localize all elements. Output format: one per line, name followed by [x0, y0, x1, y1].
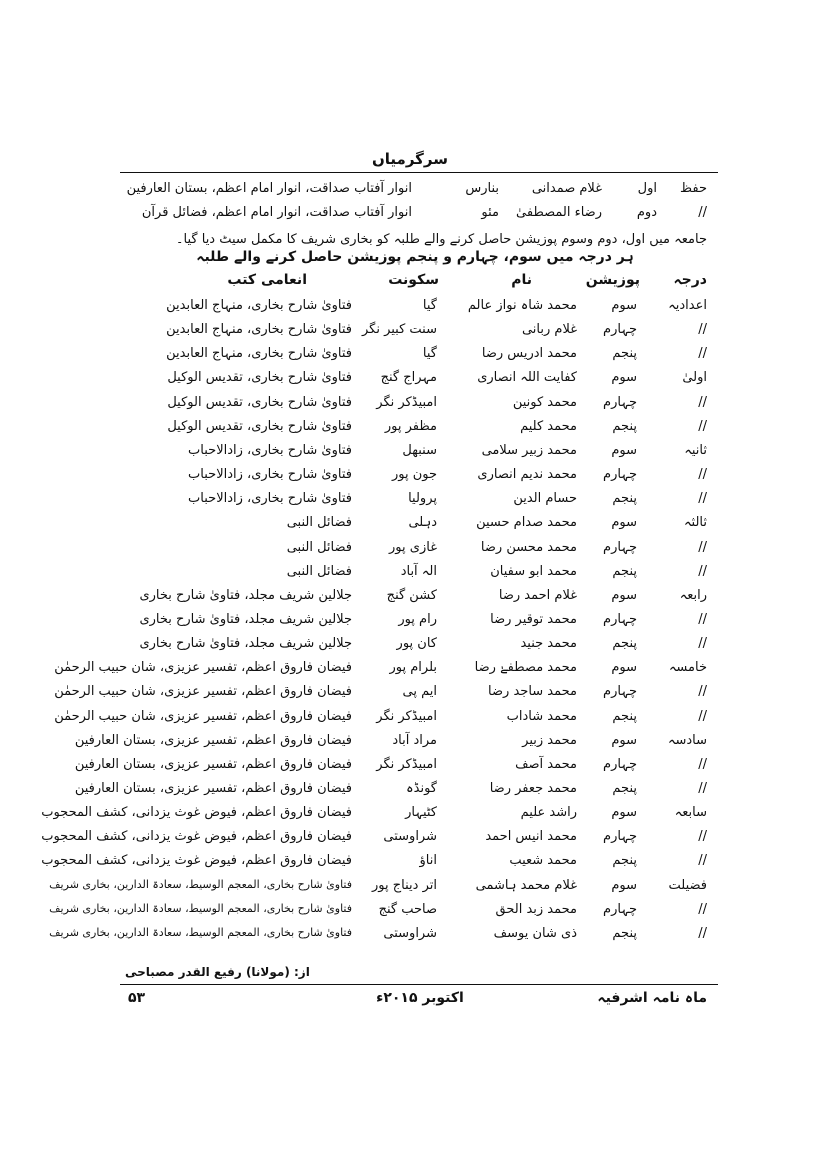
- row-city: اناؤ: [419, 853, 437, 868]
- row-name: محمد توقیر رضا: [490, 612, 577, 627]
- row-class: خامسہ: [668, 660, 707, 675]
- row-class: //: [698, 491, 707, 506]
- row-class: //: [698, 781, 707, 796]
- row-city: کشن گنج: [386, 588, 437, 603]
- row-position: پنجم: [612, 564, 637, 579]
- row-class: //: [698, 757, 707, 772]
- notice-text: جامعہ میں اول، دوم وسوم پوزیشن حاصل کرنے والے طلبہ کو بخاری شریف کا مکمل سیٹ دیا گیا۔: [175, 232, 707, 247]
- row-class: //: [698, 395, 707, 410]
- row-position: سوم: [611, 298, 637, 313]
- row-position: پنجم: [612, 491, 637, 506]
- row-city: سنبھل: [402, 443, 437, 458]
- row-name: محمد زبیر سلامی: [481, 443, 577, 458]
- author-credit: از: (مولانا) رفیع القدر مصباحی: [125, 965, 310, 979]
- row-position: سوم: [611, 588, 637, 603]
- hifz-city: بنارس: [465, 181, 499, 196]
- row-class: //: [698, 829, 707, 844]
- row-city: شراوستی: [383, 829, 437, 844]
- header-name: نام: [511, 272, 532, 288]
- hifz-position: دوم: [636, 205, 657, 220]
- section-subtitle: ہر درجہ میں سوم، چہارم و پنجم پوزیشن حاصل کرنے والے طلبہ: [196, 249, 634, 265]
- row-name: محمد ادریس رضا: [481, 346, 577, 361]
- hifz-class: حفظ: [680, 181, 707, 196]
- row-position: سوم: [611, 443, 637, 458]
- row-prize: فیضان فاروق اعظم، تفسیر عزیزی، شان حبیب الرحمٰن: [54, 684, 352, 699]
- row-position: سوم: [611, 805, 637, 820]
- row-class: //: [698, 684, 707, 699]
- header-class: درجہ: [673, 272, 707, 288]
- header-position: پوزیشن: [585, 272, 640, 288]
- row-position: چہارم: [603, 684, 637, 699]
- row-city: ایم پی: [402, 684, 437, 699]
- row-position: سوم: [611, 878, 637, 893]
- row-prize: فتاویٰ شارح بخاری، منہاج العابدین: [166, 322, 352, 337]
- row-class: //: [698, 853, 707, 868]
- page-number: ۵۳: [128, 990, 146, 1006]
- row-prize: فتاویٰ شارح بخاری، زادالاحباب: [188, 491, 352, 506]
- row-position: چہارم: [603, 757, 637, 772]
- row-name: محمد آصف: [515, 757, 577, 772]
- row-name: محمد انیس احمد: [485, 829, 577, 844]
- magazine-name: ماہ نامہ اشرفیہ: [597, 990, 707, 1006]
- row-prize: فیضان فاروق اعظم، تفسیر عزیزی، بستان العارفین: [74, 733, 352, 748]
- row-class: //: [698, 346, 707, 361]
- row-prize: فتاویٰ شارح بخاری، زادالاحباب: [188, 443, 352, 458]
- row-city: دہلی: [408, 515, 437, 530]
- row-name: محمد ندیم انصاری: [477, 467, 577, 482]
- hifz-prize: انوار آفتاب صداقت، انوار امام اعظم، فضائل قرآن: [141, 205, 412, 220]
- row-name: محمد کلیم: [520, 419, 577, 434]
- row-city: مراد آباد: [392, 733, 437, 748]
- row-prize: فضائل النبی: [286, 540, 352, 555]
- row-class: سادسہ: [667, 733, 707, 748]
- row-prize: فیضان فاروق اعظم، فیوض غوث یزدانی، کشف المحجوب: [41, 853, 352, 868]
- row-class: //: [698, 636, 707, 651]
- row-name: راشد علیم: [520, 805, 577, 820]
- header-city: سکونت: [388, 272, 439, 288]
- row-city: الہ آباد: [400, 564, 437, 579]
- row-prize: فیضان فاروق اعظم، تفسیر عزیزی، بستان العارفین: [74, 781, 352, 796]
- row-position: چہارم: [603, 540, 637, 555]
- row-city: کان پور: [396, 636, 437, 651]
- row-name: محمد مصطفےٰ رضا: [474, 660, 577, 675]
- row-name: محمد شعیب: [509, 853, 577, 868]
- row-city: بلرام پور: [389, 660, 437, 675]
- row-position: چہارم: [603, 829, 637, 844]
- row-class: ثانیہ: [684, 443, 707, 458]
- row-position: پنجم: [612, 346, 637, 361]
- row-class: //: [698, 540, 707, 555]
- row-city: صاحب گنج: [378, 902, 437, 917]
- row-city: گونڈہ: [406, 781, 437, 796]
- row-prize: فیضان فاروق اعظم، تفسیر عزیزی، شان حبیب الرحمٰن: [54, 660, 352, 675]
- row-prize: فتاویٰ شارح بخاری، زادالاحباب: [188, 467, 352, 482]
- row-class: رابعہ: [679, 588, 707, 603]
- row-city: کٹیہار: [405, 805, 437, 820]
- row-name: حسام الدین: [513, 491, 577, 506]
- row-position: سوم: [611, 660, 637, 675]
- row-name: محمد ساجد رضا: [488, 684, 577, 699]
- row-name: محمد کونین: [512, 395, 577, 410]
- row-name: ذی شان یوسف: [493, 926, 577, 941]
- row-name: محمد شاہ نواز عالم: [467, 298, 577, 313]
- row-position: چہارم: [603, 467, 637, 482]
- row-city: پرولیا: [408, 491, 437, 506]
- row-prize: جلالین شریف مجلد، فتاویٰ شارح بخاری: [139, 588, 352, 603]
- row-city: سنت کبیر نگر: [361, 322, 437, 337]
- row-position: پنجم: [612, 419, 637, 434]
- row-class: ثالثہ: [683, 515, 707, 530]
- row-name: محمد شاداب: [506, 709, 577, 724]
- footer-rule: [120, 984, 718, 985]
- row-position: پنجم: [612, 853, 637, 868]
- row-city: مظفر پور: [384, 419, 437, 434]
- hifz-name: غلام صمدانی: [531, 181, 602, 196]
- row-name: محمد جنید: [520, 636, 577, 651]
- row-prize: فتاویٰ شارح بخاری، تقدیس الوکیل: [167, 419, 352, 434]
- hifz-position: اول: [637, 181, 657, 196]
- row-prize: فتاویٰ شارح بخاری، منہاج العابدین: [166, 346, 352, 361]
- row-position: پنجم: [612, 709, 637, 724]
- row-class: //: [698, 902, 707, 917]
- row-prize: جلالین شریف مجلد، فتاویٰ شارح بخاری: [139, 612, 352, 627]
- row-position: سوم: [611, 370, 637, 385]
- hifz-name: رضاء المصطفیٰ: [516, 205, 602, 220]
- row-name: محمد محسن رضا: [480, 540, 577, 555]
- row-prize: فضائل النبی: [286, 515, 352, 530]
- hifz-class: //: [698, 205, 707, 220]
- row-class: //: [698, 322, 707, 337]
- row-name: محمد ابو سفیان: [490, 564, 577, 579]
- row-position: پنجم: [612, 636, 637, 651]
- row-class: اعدادیہ: [668, 298, 707, 313]
- row-class: //: [698, 709, 707, 724]
- row-name: غلام محمد ہاشمی: [475, 878, 577, 893]
- row-city: گیا: [422, 346, 437, 361]
- row-city: رام پور: [398, 612, 437, 627]
- row-prize: فتاویٰ شارح بخاری، تقدیس الوکیل: [167, 395, 352, 410]
- row-name: محمد زبیر: [522, 733, 577, 748]
- row-prize: فتاویٰ شارح بخاری، تقدیس الوکیل: [167, 370, 352, 385]
- row-name: محمد صدام حسین: [476, 515, 577, 530]
- row-prize: فیضان فاروق اعظم، تفسیر عزیزی، بستان العارفین: [74, 757, 352, 772]
- row-prize: فیضان فاروق اعظم، فیوض غوث یزدانی، کشف المحجوب: [41, 829, 352, 844]
- row-city: امبیڈکر نگر: [376, 757, 437, 772]
- row-city: اتر دیناج پور: [372, 878, 437, 893]
- row-name: کفایت اللہ انصاری: [477, 370, 577, 385]
- issue-date: اکتوبر ۲۰۱۵ء: [376, 990, 464, 1006]
- row-class: فضیلت: [668, 878, 707, 893]
- page-title: سرگرمیاں: [372, 150, 448, 168]
- row-class: //: [698, 926, 707, 941]
- row-prize: فیضان فاروق اعظم، فیوض غوث یزدانی، کشف المحجوب: [41, 805, 352, 820]
- row-class: //: [698, 419, 707, 434]
- row-city: گیا: [422, 298, 437, 313]
- header-prize: انعامی کتب: [227, 272, 307, 288]
- title-rule: [120, 172, 718, 173]
- row-prize: فیضان فاروق اعظم، تفسیر عزیزی، شان حبیب الرحمٰن: [54, 709, 352, 724]
- row-position: پنجم: [612, 781, 637, 796]
- row-city: امبیڈکر نگر: [376, 395, 437, 410]
- row-city: شراوستی: [383, 926, 437, 941]
- row-class: اولیٰ: [682, 370, 707, 385]
- row-city: جون پور: [391, 467, 437, 482]
- row-city: غازی پور: [389, 540, 437, 555]
- row-position: چہارم: [603, 395, 637, 410]
- row-position: پنجم: [612, 926, 637, 941]
- row-position: چہارم: [603, 612, 637, 627]
- hifz-prize: انوار آفتاب صداقت، انوار امام اعظم، بستان العارفین: [126, 181, 412, 196]
- row-position: سوم: [611, 515, 637, 530]
- row-city: مہراج گنج: [380, 370, 437, 385]
- hifz-city: مئو: [481, 205, 499, 220]
- row-name: غلام ربانی: [521, 322, 577, 337]
- row-prize: جلالین شریف مجلد، فتاویٰ شارح بخاری: [139, 636, 352, 651]
- row-position: چہارم: [603, 902, 637, 917]
- row-prize: فتاویٰ شارح بخاری، المعجم الوسیط، سعادۃ الدارین، بخاری شریف: [49, 878, 352, 891]
- row-prize: فتاویٰ شارح بخاری، المعجم الوسیط، سعادۃ الدارین، بخاری شریف: [49, 902, 352, 915]
- row-position: سوم: [611, 733, 637, 748]
- row-class: //: [698, 467, 707, 482]
- row-class: //: [698, 612, 707, 627]
- row-name: محمد زبد الحق: [495, 902, 577, 917]
- row-prize: فتاویٰ شارح بخاری، المعجم الوسیط، سعادۃ الدارین، بخاری شریف: [49, 926, 352, 939]
- row-position: چہارم: [603, 322, 637, 337]
- row-name: محمد جعفر رضا: [489, 781, 577, 796]
- row-prize: فتاویٰ شارح بخاری، منہاج العابدین: [166, 298, 352, 313]
- row-name: غلام احمد رضا: [498, 588, 577, 603]
- row-city: امبیڈکر نگر: [376, 709, 437, 724]
- row-class: سابعہ: [674, 805, 707, 820]
- row-prize: فضائل النبی: [286, 564, 352, 579]
- row-class: //: [698, 564, 707, 579]
